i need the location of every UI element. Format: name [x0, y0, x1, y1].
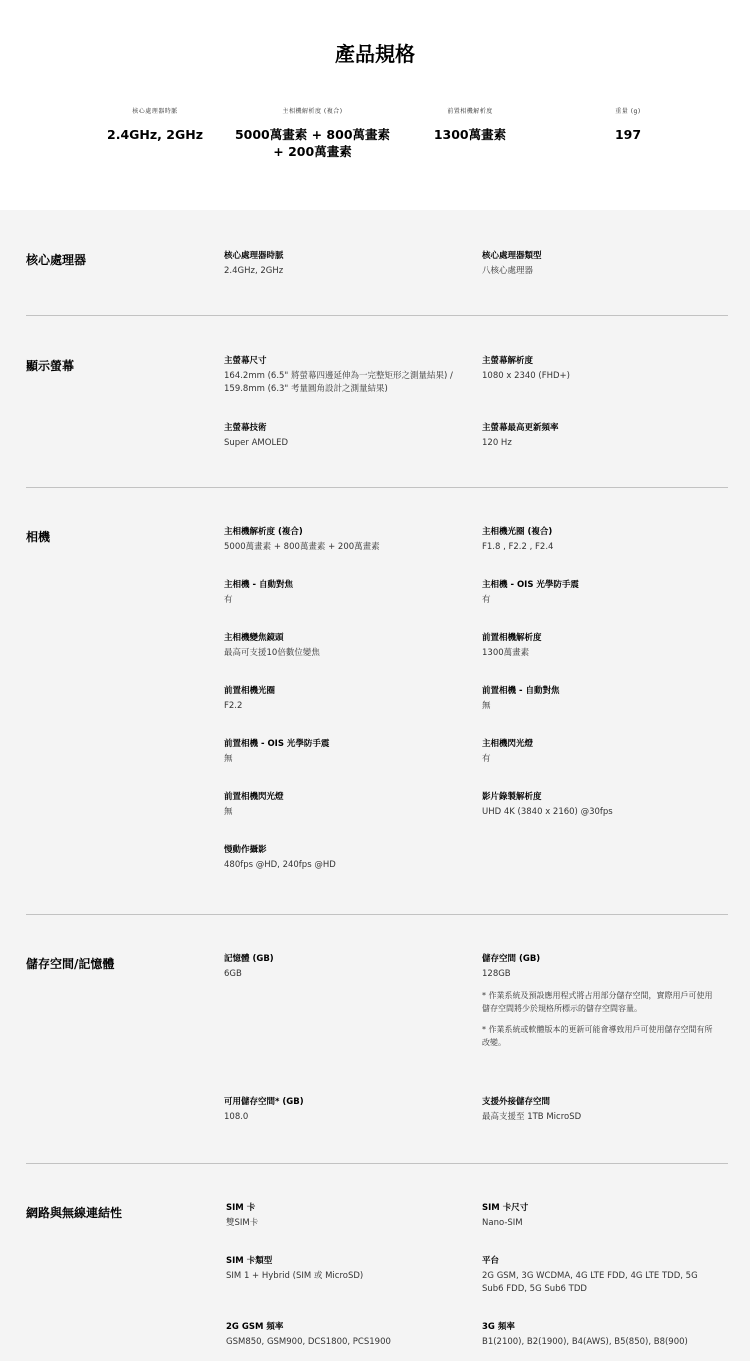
spec-item — [224, 579, 460, 607]
spec-label: 慢動作攝影 — [224, 845, 267, 855]
section-camera — [26, 488, 728, 915]
spec-item — [226, 1202, 462, 1230]
spec-label: 前置相機閃光燈 — [224, 792, 284, 802]
spec-item — [224, 953, 460, 981]
spec-item — [482, 738, 718, 766]
section-title: 相機 — [26, 530, 51, 544]
spec-value: 1080 x 2340 (FHD+) — [482, 371, 570, 381]
spec-value: GSM850, GSM900, DCS1800, PCS1900 — [226, 1337, 391, 1347]
spec-value: 2G GSM, 3G WCDMA, 4G LTE FDD, 4G LTE TDD, 5G Sub6 FDD, 5G Sub6 TDD — [482, 1271, 698, 1294]
spec-value: F2.2 — [224, 701, 243, 711]
section-network — [26, 1164, 728, 1361]
spec-item — [482, 953, 718, 1049]
spec-item — [224, 526, 460, 554]
spec-item — [224, 250, 460, 278]
spec-label: 主相機光圈 (複合) — [482, 527, 553, 537]
highlight-value: 1300萬畫素 — [433, 127, 507, 142]
highlight-label: 前置相機解析度 — [447, 108, 493, 115]
spec-value: 480fps @HD, 240fps @HD — [224, 860, 336, 870]
spec-label: 核心處理器類型 — [482, 251, 542, 261]
spec-value: 108.0 — [224, 1112, 249, 1122]
spec-label: 記憶體 (GB) — [224, 954, 274, 964]
highlight-label: 主相機解析度 (複合) — [282, 108, 343, 115]
spec-value: SIM 1 + Hybrid (SIM 或 MicroSD) — [226, 1271, 364, 1281]
spec-label: 主相機 - OIS 光學防手震 — [482, 580, 579, 590]
spec-label: 前置相機光圈 — [224, 686, 276, 696]
spec-label: 主相機解析度 (複合) — [224, 527, 303, 537]
spec-item — [482, 526, 718, 554]
spec-value: 有 — [224, 595, 233, 605]
spec-value: 無 — [482, 701, 491, 711]
spec-item — [224, 355, 460, 396]
spec-label: 主相機閃光燈 — [482, 739, 534, 749]
section-storage — [26, 915, 728, 1164]
spec-label: 可用儲存空間* (GB) — [224, 1097, 304, 1107]
spec-item — [482, 685, 718, 713]
spec-label: 前置相機 - 自動對焦 — [482, 686, 560, 696]
section-title: 儲存空間/記憶體 — [26, 957, 115, 971]
spec-value: 最高支援至 1TB MicroSD — [482, 1112, 582, 1122]
spec-item — [482, 422, 718, 450]
spec-value: 5000萬畫素 + 800萬畫素 + 200萬畫素 — [224, 542, 380, 552]
spec-item — [482, 1202, 718, 1230]
spec-item — [482, 1096, 718, 1124]
spec-item — [482, 355, 718, 383]
spec-value: 無 — [224, 807, 233, 817]
spec-value: 有 — [482, 754, 491, 764]
spec-label: 核心處理器時脈 — [224, 251, 284, 261]
spec-value: 無 — [224, 754, 233, 764]
spec-item — [224, 844, 460, 872]
spec-label: 主螢幕解析度 — [482, 356, 534, 366]
spec-item — [224, 1096, 460, 1124]
spec-label: 主螢幕最高更新頻率 — [482, 423, 559, 433]
spec-value: Super AMOLED — [224, 438, 289, 448]
spec-item — [482, 250, 718, 278]
spec-value: 6GB — [224, 969, 242, 979]
spec-item — [224, 791, 460, 819]
spec-value: 120 Hz — [482, 438, 512, 448]
spec-value: 最高可支援10倍數位變焦 — [224, 648, 320, 658]
spec-label: 主相機 - 自動對焦 — [224, 580, 293, 590]
highlight-label: 核心處理器時脈 — [132, 108, 178, 115]
section-cpu — [26, 210, 728, 316]
spec-value: 八核心處理器 — [482, 266, 534, 276]
spec-item — [482, 632, 718, 660]
spec-table — [0, 210, 750, 1361]
spec-item — [224, 422, 460, 450]
spec-item — [224, 685, 460, 713]
spec-item — [224, 632, 460, 660]
spec-label: 儲存空間 (GB) — [482, 954, 541, 964]
spec-value: 1300萬畫素 — [482, 648, 530, 658]
highlight-value: 2.4GHz, 2GHz — [107, 127, 203, 142]
spec-label: 影片錄製解析度 — [482, 792, 542, 802]
spec-label: 主螢幕技術 — [224, 423, 267, 433]
spec-label: SIM 卡 — [226, 1203, 256, 1213]
highlight-label: 重量 (g) — [615, 108, 641, 115]
spec-value: 有 — [482, 595, 491, 605]
spec-value: F1.8 , F2.2 , F2.4 — [482, 542, 554, 552]
spec-label: SIM 卡尺寸 — [482, 1203, 529, 1213]
spec-label: 前置相機解析度 — [482, 633, 542, 643]
spec-item — [224, 738, 460, 766]
spec-item — [226, 1321, 462, 1349]
highlight-value: 5000萬畫素 + 800萬畫素 + 200萬畫素 — [234, 127, 391, 159]
spec-label: 2G GSM 頻率 — [226, 1322, 284, 1332]
spec-label: 前置相機 - OIS 光學防手震 — [224, 739, 330, 749]
highlight-value: 197 — [614, 127, 642, 142]
highlight-front-camera — [410, 106, 530, 143]
spec-value: Nano-SIM — [482, 1218, 523, 1228]
section-title: 顯示螢幕 — [26, 359, 75, 373]
spec-item — [482, 1255, 718, 1296]
highlight-cpu-speed — [95, 106, 215, 143]
section-display — [26, 316, 728, 488]
spec-value: 164.2mm (6.5" 將螢幕四邊延伸為一完整矩形之測量結果) / 159.8mm (6.3" 考量圓角設計之測量結果) — [224, 371, 453, 394]
spec-item — [482, 1321, 718, 1349]
spec-header — [0, 0, 750, 210]
spec-note: * 作業系統或軟體版本的更新可能會導致用戶可使用儲存空間有所改變。 — [482, 1025, 713, 1047]
spec-label: SIM 卡類型 — [226, 1256, 273, 1266]
spec-item — [226, 1255, 462, 1283]
page-title: 產品規格 — [335, 42, 415, 66]
spec-value: 2.4GHz, 2GHz — [224, 266, 284, 276]
spec-value: B1(2100), B2(1900), B4(AWS), B5(850), B8(900) — [482, 1337, 688, 1347]
section-title: 網路與無線連結性 — [26, 1206, 123, 1220]
highlight-weight — [568, 106, 688, 143]
section-title: 核心處理器 — [26, 253, 87, 267]
spec-label: 主相機變焦鏡頭 — [224, 633, 284, 643]
highlight-main-camera — [230, 106, 395, 160]
spec-value: UHD 4K (3840 x 2160) @30fps — [482, 807, 613, 817]
spec-label: 支援外接儲存空間 — [482, 1097, 551, 1107]
spec-label: 平台 — [482, 1256, 500, 1266]
spec-note: * 作業系統及預設應用程式將占用部分儲存空間，實際用戶可使用儲存空間將少於規格所標示的儲存空間容量。 — [482, 991, 713, 1013]
spec-label: 3G 頻率 — [482, 1322, 515, 1332]
spec-label: 主螢幕尺寸 — [224, 356, 267, 366]
spec-item — [482, 579, 718, 607]
spec-value: 雙SIM卡 — [226, 1218, 259, 1228]
spec-value: 128GB — [482, 969, 511, 979]
spec-item — [482, 791, 718, 819]
